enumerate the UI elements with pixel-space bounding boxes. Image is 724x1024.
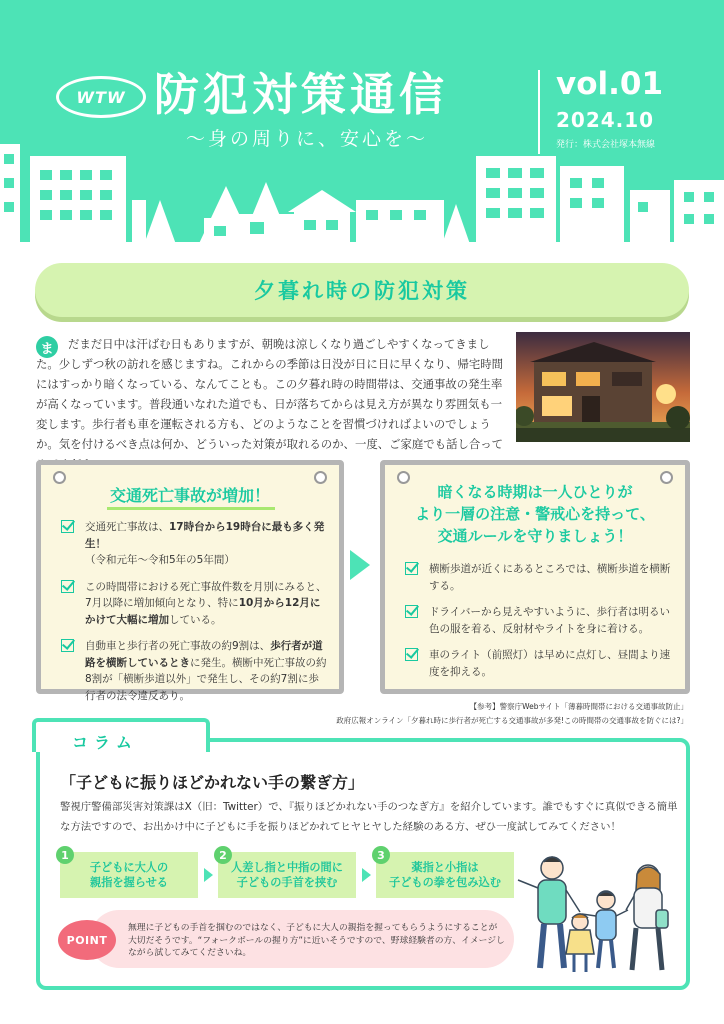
- column-heading: 「子どもに振りほどかれない手の繋ぎ方」: [60, 773, 365, 792]
- step-2: [218, 848, 356, 898]
- step-number: 2: [214, 846, 232, 864]
- issue-date: 2024.10: [556, 108, 655, 132]
- item-text: 自動車と歩行者の死亡事故の約9割は、: [85, 640, 271, 652]
- list-item: [405, 604, 673, 637]
- rule-list: [405, 561, 673, 690]
- list-item: [405, 561, 673, 594]
- intro-paragraph: [36, 334, 506, 474]
- fact-list: [61, 519, 327, 714]
- chevron-right-icon: [362, 868, 371, 882]
- source-references: [336, 700, 688, 728]
- step-line: 親指を握らせる: [90, 876, 168, 889]
- item-note: （令和元年〜令和5年の5年間）: [85, 554, 235, 566]
- family-walking-illustration: [508, 850, 684, 980]
- step-number: 1: [56, 846, 74, 864]
- checkbox-icon: [61, 520, 74, 533]
- newsletter-title: 防犯対策通信: [154, 68, 449, 121]
- header-band: [0, 0, 724, 250]
- intro-text: だまだ日中は汗ばむ日もありますが、朝晩は涼しくなり過ごしやすくなってきました。少しずつ秋の訪れを感じますね。これからの季節は日没が日に日に早くなり、帰宅時間にはすっかり暗くなっている、なんてことも。この夕暮れ時の時間帯は、交通事故の発生率が高くなっています。普段通いなれた道でも、日が落ちてからは見え方が異なり雰囲気も一変します。歩行者も車を運転される方も、どのようなことを習慣づければよいのでしょうか。気を付けるべき点は何か、どういった対策が取れるのか、一度、ご家庭でも話し合って: [36, 337, 504, 451]
- traffic-death-card: [36, 460, 344, 702]
- section-title: 夕暮れ時の防犯対策: [254, 279, 470, 303]
- safety-rules-card: [380, 460, 690, 694]
- item-text: している。: [169, 613, 222, 626]
- step-3: [376, 848, 514, 898]
- point-text: 無理に子どもの手首を掴むのではなく、子どもに大人の親指を握ってもらうようにすることが大切だそうです。“フォークボールの握り方”に近いそうですので、野球経験者の方、イメージしながら試してみてくださいね。: [128, 923, 505, 958]
- item-text: 交通死亡事故は、: [85, 521, 169, 533]
- column-body: 警視庁警備部災害対策課はX（旧：Twitter）で、『振りほどかれない手のつなぎ方』を紹介しています。誰でもすぐに真似できる簡単な方法ですので、お出かけ中に子どもに手を振りほどかれてヒヤヒヤした経験のある方、ぜひ一度試してみてください！: [60, 801, 678, 833]
- item-text: に発生。横断中死亡事故の約8割が「横断歩道以外」で発生し、その約7割に歩行者の法令違反あり。: [85, 656, 327, 702]
- title-line: 交通ルールを守りましょう！: [437, 527, 633, 545]
- step-text: [376, 860, 514, 890]
- item-emphasis: 歩行者が道路を横断しているとき: [85, 640, 323, 669]
- item-text: この時間帯における死亡事故件数を月別にみると、7月以降に増加傾向となり、特に: [85, 580, 327, 609]
- checkbox-icon: [61, 580, 74, 593]
- source-line: 政府広報オンライン「夕暮れ時に歩行者が死亡する交通事故が多発!この時間帯の交通事故を防ぐには?」: [336, 716, 688, 725]
- town-skyline-illustration: [0, 130, 724, 250]
- company-logo: WTW: [56, 76, 146, 118]
- step-line: 薬指と小指は: [411, 861, 479, 874]
- item-emphasis: 17時台から19時台に最も多く発生！: [85, 521, 325, 550]
- column-tab-label: コラム: [72, 733, 138, 752]
- item-text: 横断歩道が近くにあるところでは、横断歩道を横断する。: [429, 563, 671, 592]
- list-item: [61, 579, 327, 629]
- step-text: [218, 860, 356, 890]
- point-badge: POINT: [58, 920, 116, 960]
- source-line: 【参考】警察庁Webサイト「薄暮時間帯における交通事故防止」: [469, 702, 688, 711]
- title-underline: [107, 507, 275, 510]
- list-item: [61, 519, 327, 569]
- list-item: [405, 647, 673, 680]
- step-line: 人差し指と中指の間に: [231, 861, 343, 874]
- checkbox-icon: [405, 605, 418, 618]
- section-banner: [35, 263, 689, 317]
- step-line: 子どもに大人の: [89, 861, 169, 874]
- newsletter-subtitle: 〜身の周りに、安心を〜: [186, 128, 429, 150]
- chevron-right-icon: [204, 868, 213, 882]
- title-line: 暗くなる時期は一人ひとりが: [437, 483, 633, 501]
- step-line: 子どもの手首を挟む: [236, 876, 338, 889]
- volume-number: vol.01: [556, 66, 664, 102]
- step-text: [60, 860, 198, 890]
- house-at-dusk-photo: [516, 332, 690, 442]
- card-title: [385, 481, 685, 547]
- intro-initial-badge: ま: [36, 336, 58, 358]
- title-line: より一層の注意・警戒心を持って、: [415, 505, 655, 523]
- item-emphasis: 10月から12月にかけて大幅に増加: [85, 597, 321, 626]
- checkbox-icon: [61, 639, 74, 652]
- list-item: [61, 638, 327, 704]
- item-text: 車のライト（前照灯）は早めに点灯し、昼間より速度を抑える。: [429, 649, 671, 678]
- column-tab: [32, 718, 210, 752]
- card-title: 交通死亡事故が増加！: [109, 486, 270, 505]
- item-text: ドライバーから見えやすいように、歩行者は明るい色の服を着る、反射材やライトを身に着ける。: [429, 606, 670, 635]
- step-line: 子どもの拳を包み込む: [389, 876, 501, 889]
- arrow-right-icon: [350, 550, 370, 580]
- step-number: 3: [372, 846, 390, 864]
- checkbox-icon: [405, 648, 418, 661]
- publisher: 発行：株式会社塚本無線: [556, 140, 656, 150]
- step-1: [60, 848, 198, 898]
- checkbox-icon: [405, 562, 418, 575]
